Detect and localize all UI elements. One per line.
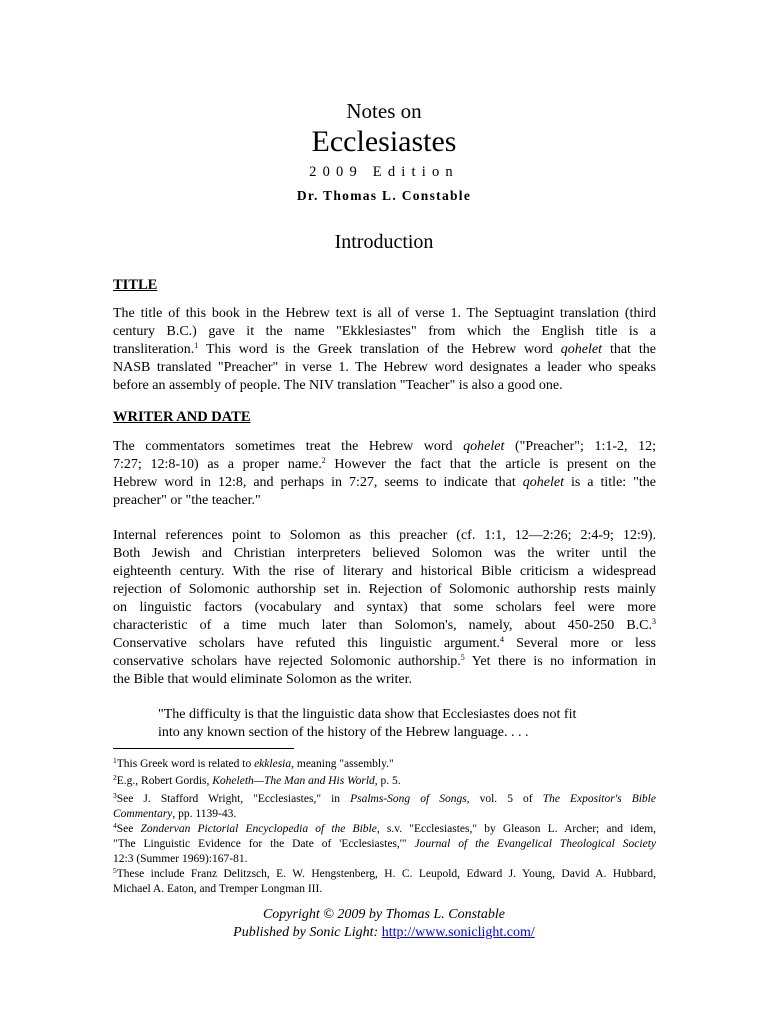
footnote-4-cont: "The Linguistic Evidence for the Date of 'Ecclesiastes,'" Journal of the Evangelical Theological Society [113, 838, 656, 850]
text-line: preacher" or "the teacher." [113, 493, 261, 508]
heading-title: TITLE [113, 277, 158, 293]
text-line: eighteenth century. With the rise of literary and historical Bible criticism a widespread [113, 564, 656, 579]
footnote-ref-5: 5 [460, 653, 465, 662]
footnote-ref-4: 4 [500, 635, 505, 644]
text-line: Conservative scholars have refuted this linguistic argument.$^4$ Several more or less [113, 635, 656, 651]
quote-line: "The difficulty is that the linguistic data show that Ecclesiastes does not fit [158, 707, 577, 722]
text-line: NASB translated "Preacher" in verse 1. The Hebrew word designates a leader who speaks [113, 360, 656, 375]
heading-writer-date: WRITER AND DATE [113, 409, 251, 425]
author-name: Dr. Thomas L. Constable [296, 188, 472, 203]
footnote-5-cont: Michael A. Eaton, and Tremper Longman III. [113, 883, 323, 895]
text-line: century B.C.) gave it the name "Ekklesiastes" from which the English title is a [113, 324, 656, 339]
footnote-ref-1: 1 [194, 341, 199, 350]
publisher-line [0, 924, 768, 942]
footnote-4: $^4$See Zondervan Pictorial Encyclopedia of the Bible, s.v. "Ecclesiastes," by Gleason L. Archer; and idem, [113, 821, 657, 835]
footnote-ref-3: 3 [652, 617, 656, 626]
text-line: transliteration.$^1$ This word is the Greek translation of the Hebrew word qohelet that the [113, 341, 656, 357]
text-line: 7:27; 12:8-10) as a proper name.$^2$ However the fact that the article is present on the [113, 456, 656, 472]
footnote-3-cont: Commentary, pp. 1139-43. [113, 808, 237, 820]
text-line: The title of this book in the Hebrew text is all of verse 1. The Septuagint translation (third [113, 306, 656, 321]
quote-line: into any known section of the history of the Hebrew language. . . . [158, 725, 529, 740]
footnote-ref-2: 2 [321, 456, 326, 465]
book-title: Ecclesiastes [311, 125, 457, 158]
text-line: The commentators sometimes treat the Hebrew word qohelet ("Preacher"; 1:1-2, 12; [113, 439, 657, 454]
text-line: Both Jewish and Christian interpreters believed Solomon was the writer until the [113, 546, 656, 561]
publisher-label: Published by Sonic Light: [233, 925, 382, 940]
section-title: Introduction [334, 231, 434, 253]
text-line: characteristic of a time much later than Solomon's, namely, about 450-250 B.C.$^3$ [113, 617, 656, 633]
footnote-2: $^2$E.g., Robert Gordis, Koheleth—The Man and His World, p. 5. [113, 773, 401, 787]
edition-label: 2009 Edition [309, 164, 459, 180]
footnote-4-cont: 12:3 (Summer 1969):167-81. [113, 853, 248, 865]
footnote-divider [113, 748, 294, 749]
notes-on-label: Notes on [346, 99, 422, 123]
copyright-line: Copyright © 2009 by Thomas L. Constable [262, 907, 506, 922]
text-line: Internal references point to Solomon as this preacher (cf. 1:1, 12—2:26; 2:4-9; 12:9). [113, 528, 656, 543]
text-line: Hebrew word in 12:8, and perhaps in 7:27, seems to indicate that qohelet is a title: "the [113, 475, 656, 490]
text-line: before an assembly of people. The NIV translation "Teacher" is also a good one. [113, 378, 563, 393]
footnote-5: $^5$These include Franz Delitzsch, E. W. Hengstenberg, H. C. Leupold, Edward J. Young, David A. Hubbard, [113, 866, 656, 880]
text-line: the Bible that would eliminate Solomon as the writer. [113, 672, 413, 687]
footnote-3: $^3$See J. Stafford Wright, "Ecclesiastes," in Psalms-Song of Songs, vol. 5 of The Expositor's Bible [113, 791, 656, 805]
text-line: conservative scholars have rejected Solomonic authorship.$^5$ Yet there is no information in [113, 653, 656, 669]
text-line: rejection of Solomonic authorship set in. Rejection of Solomonic authorship rests mainly [113, 582, 656, 597]
footnote-1: $^1$This Greek word is related to ekklesia, meaning "assembly." [113, 756, 394, 770]
website-link[interactable]: http://www.soniclight.com/ [381, 925, 535, 940]
text-line: on linguistic factors (vocabulary and syntax) that some scholars feel were more [113, 600, 656, 615]
